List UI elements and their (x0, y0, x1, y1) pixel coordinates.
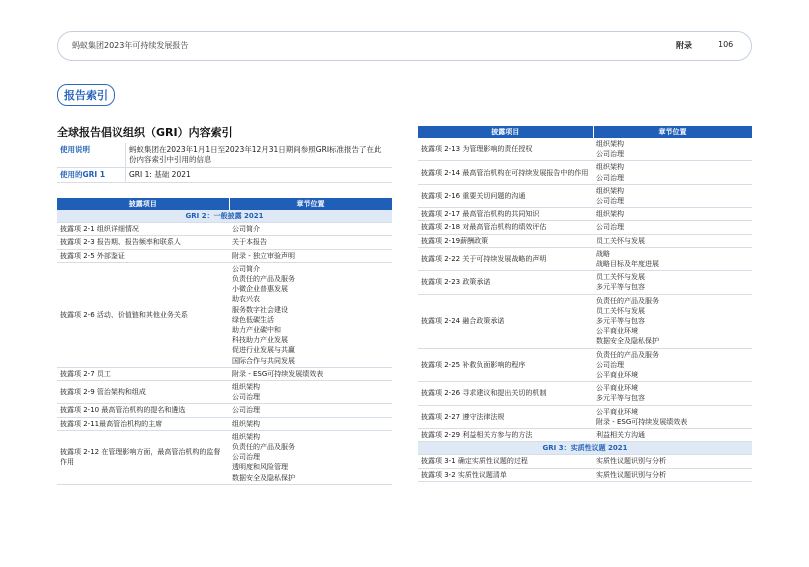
section-title: GRI 2：一般披露 2021 (57, 210, 392, 223)
table-row (418, 271, 752, 294)
chapter-location-line: 服务数字社会建设 (232, 305, 288, 314)
chapter-location-line: 附录 - ESG可持续发展绩效表 (596, 417, 688, 426)
chapter-location-line: 多元平等与包容 (596, 394, 645, 403)
table-row (418, 247, 752, 270)
chapter-location-line: 关于本报告 (232, 238, 267, 247)
disclosure-item: 披露项 2-16 重要关切问题的沟通 (418, 184, 593, 207)
chapter-location-line: 负责任的产品及服务 (596, 350, 659, 359)
chapter-location (593, 382, 752, 405)
disclosure-item: 披露项 2-7 员工 (57, 367, 229, 380)
disclosure-item: 披露项 2-6 活动、价值链和其他业务关系 (57, 262, 229, 367)
table-row (418, 138, 752, 161)
chapter-location (229, 367, 392, 380)
disclosure-item: 披露项 2-11最高管治机构的主席 (57, 417, 229, 430)
page-title: 全球报告倡议组织（GRI）内容索引 (57, 126, 233, 139)
chapter-location-line: 实质性议题识别与分析 (596, 470, 666, 479)
chapter-location-line: 负责任的产品及服务 (596, 296, 659, 305)
chapter-location-line: 战略 (596, 249, 610, 258)
section-title: GRI 3：实质性议题 2021 (418, 442, 752, 455)
chapter-location-line: 公司简介 (232, 264, 260, 273)
table-row (418, 348, 752, 382)
table-row (418, 468, 752, 481)
chapter-location-line: 实质性议题识别与分析 (596, 457, 666, 466)
chapter-location (229, 223, 392, 236)
disclosure-item: 披露项 2-19薪酬政策 (418, 234, 593, 247)
info-row (57, 143, 392, 168)
chapter-location-line: 组织架构 (596, 210, 624, 219)
table-row (418, 405, 752, 428)
disclosure-item: 披露项 2-26 寻求建议和提出关切的机制 (418, 382, 593, 405)
info-value: GRI 1: 基础 2021 (126, 168, 393, 183)
chapter-location-line: 组织架构 (596, 163, 624, 172)
chapter-location-line: 利益相关方沟通 (596, 431, 645, 440)
chapter-location-line: 数据安全及隐私保护 (232, 473, 295, 482)
info-key: 使用说明 (57, 143, 126, 168)
disclosure-item: 披露项 2-9 管治架构和组成 (57, 381, 229, 404)
chapter-location (229, 381, 392, 404)
chapter-location-line: 公司治理 (232, 453, 260, 462)
chapter-location (593, 405, 752, 428)
chapter-location (593, 348, 752, 382)
page-number: 106 (718, 40, 734, 49)
chapter-location (229, 236, 392, 249)
chapter-location (229, 262, 392, 367)
chapter-location-line: 公平商业环境 (596, 371, 638, 380)
chapter-location-line: 公平商业环境 (596, 407, 638, 416)
chapter-location (229, 417, 392, 430)
chapter-location-line: 组织架构 (596, 140, 624, 148)
disclosure-item: 披露项 2-12 在管理影响方面，最高管治机构的监督作用 (57, 430, 229, 484)
disclosure-item: 披露项 2-22 关于可持续发展战略的声明 (418, 247, 593, 270)
chapter-location-line: 数据安全及隐私保护 (596, 337, 659, 346)
disclosure-item: 披露项 2-27 遵守法律法规 (418, 405, 593, 428)
disclosure-item: 披露项 3-1 确定实质性议题的过程 (418, 455, 593, 468)
chapter-location (593, 161, 752, 184)
usage-info-table (57, 143, 392, 183)
table-row (57, 367, 392, 380)
table-header-row (57, 198, 392, 210)
table-header-row (418, 126, 752, 138)
disclosure-item: 披露项 3-2 实质性议题清单 (418, 468, 593, 481)
chapter-location-line: 助农兴农 (232, 295, 260, 304)
chapter-location-line: 组织架构 (232, 432, 260, 441)
section-label: 附录 (676, 41, 692, 50)
chapter-location (593, 468, 752, 481)
chapter-location (593, 455, 752, 468)
table-row (57, 404, 392, 417)
section-row (418, 442, 752, 455)
chapter-location-line: 科技助力产业发展 (232, 336, 288, 345)
table-row (418, 455, 752, 468)
chapter-location (593, 234, 752, 247)
chapter-location-line: 公司治理 (596, 223, 624, 232)
chapter-location-line: 公司治理 (596, 360, 624, 369)
chapter-location-line: 员工关怀与发展 (596, 273, 645, 282)
chapter-location-line: 公司治理 (596, 150, 624, 159)
table-row (418, 208, 752, 221)
disclosure-item: 披露项 2-17 最高管治机构的共同知识 (418, 208, 593, 221)
chapter-location (593, 247, 752, 270)
section-row (57, 210, 392, 223)
chapter-location-line: 公平商业环境 (596, 327, 638, 336)
page-header (57, 31, 752, 61)
chapter-location-line: 负责任的产品及服务 (232, 275, 295, 284)
chapter-location-line: 公司治理 (232, 406, 260, 415)
chapter-location-line: 组织架构 (232, 383, 260, 392)
disclosure-item: 披露项 2-10 最高管治机构的提名和遴选 (57, 404, 229, 417)
table-row (418, 294, 752, 348)
disclosure-item: 披露项 2-29 利益相关方参与的方法 (418, 429, 593, 442)
chapter-location-line: 附录 - ESG可持续发展绩效表 (232, 369, 324, 378)
column-header-location: 章节位置 (229, 198, 392, 210)
table-row (57, 236, 392, 249)
chapter-location-line: 公平商业环境 (596, 384, 638, 393)
disclosure-item: 披露项 2-24 融合政策承诺 (418, 294, 593, 348)
chapter-location-line: 组织架构 (232, 419, 260, 428)
chapter-location-line: 绿色低碳生活 (232, 315, 274, 324)
table-row (418, 184, 752, 207)
chapter-location-line: 多元平等与包容 (596, 317, 645, 326)
chapter-location (593, 271, 752, 294)
table-row (57, 249, 392, 262)
table-row (57, 430, 392, 484)
disclosure-item: 披露项 2-23 政策承诺 (418, 271, 593, 294)
chapter-location-line: 员工关怀与发展 (596, 306, 645, 315)
table-row (418, 161, 752, 184)
chapter-location-line: 国际合作与共同发展 (232, 356, 295, 365)
chapter-location-line: 透明度和风险管理 (232, 463, 288, 472)
table-row (418, 429, 752, 442)
chapter-location (229, 249, 392, 262)
chapter-location-line: 促进行业发展与共赢 (232, 346, 295, 355)
info-row (57, 168, 392, 183)
report-index-tag: 报告索引 (57, 84, 115, 106)
table-row (57, 262, 392, 367)
chapter-location-line: 负责任的产品及服务 (232, 443, 295, 452)
disclosure-item: 披露项 2-25 补救负面影响的程序 (418, 348, 593, 382)
chapter-location-line: 公司简介 (232, 225, 260, 234)
table-row (57, 417, 392, 430)
disclosure-item: 披露项 2-1 组织详细情况 (57, 223, 229, 236)
chapter-location-line: 附录 - 独立审验声明 (232, 251, 295, 260)
chapter-location-line: 小微企业普惠发展 (232, 285, 288, 294)
table-row (57, 223, 392, 236)
chapter-location-line: 战略目标及年度进展 (596, 260, 659, 269)
column-header-location: 章节位置 (593, 126, 752, 138)
info-key: 使用的GRI 1 (57, 168, 126, 183)
chapter-location (593, 294, 752, 348)
table-row (57, 381, 392, 404)
disclosure-item: 披露项 2-18 对最高管治机构的绩效评估 (418, 221, 593, 234)
chapter-location-line: 公司治理 (596, 197, 624, 206)
disclosure-item: 披露项 2-13 为管理影响的责任授权 (418, 138, 593, 161)
disclosure-item: 披露项 2-5 外部鉴证 (57, 249, 229, 262)
chapter-location (229, 430, 392, 484)
chapter-location-line: 助力产业碳中和 (232, 326, 281, 335)
chapter-location (593, 184, 752, 207)
chapter-location (229, 404, 392, 417)
info-value: 蚂蚁集团在2023年1月1日至2023年12月31日期间参照GRI标准报告了在此份内容索引中引用的信息 (126, 143, 393, 168)
gri-index-table-right (418, 126, 753, 482)
disclosure-item: 披露项 2-14 最高管治机构在可持续发展报告中的作用 (418, 161, 593, 184)
chapter-location (593, 138, 752, 161)
table-row (418, 234, 752, 247)
table-row (418, 221, 752, 234)
chapter-location-line: 多元平等与包容 (596, 283, 645, 292)
document-title: 蚂蚁集团2023年可持续发展报告 (72, 41, 189, 50)
gri-index-table-left (57, 198, 393, 485)
chapter-location (593, 208, 752, 221)
column-header-item: 披露项目 (418, 126, 593, 138)
chapter-location-line: 公司治理 (596, 173, 624, 182)
chapter-location-line: 公司治理 (232, 393, 260, 402)
chapter-location (593, 221, 752, 234)
disclosure-item: 披露项 2-3 报告期、报告频率和联系人 (57, 236, 229, 249)
table-row (418, 382, 752, 405)
chapter-location-line: 组织架构 (596, 186, 624, 195)
column-header-item: 披露项目 (57, 198, 229, 210)
chapter-location (593, 429, 752, 442)
chapter-location-line: 员工关怀与发展 (596, 236, 645, 245)
